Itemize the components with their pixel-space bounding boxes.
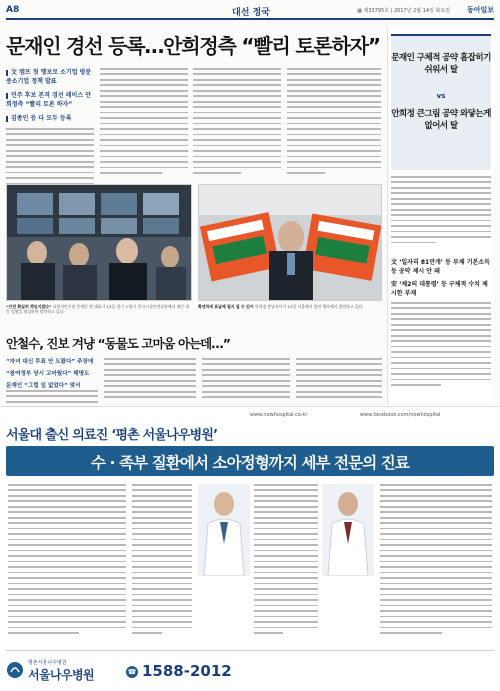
photo-ahn-hee-jung <box>198 184 382 301</box>
ad-title: 서울대 출신 의료진 ‘평촌 서울나우병원’ <box>6 428 218 443</box>
section-title: 대선 정국 <box>232 8 270 18</box>
ad-body-col-1 <box>8 484 126 644</box>
ad-banner <box>6 446 494 476</box>
middle-body-col-3 <box>202 358 290 404</box>
issue-date: ▦ 제33795호 | 2017년 2월 14일 화요일 <box>357 8 450 14</box>
photo-moon-caption-text: 더불어민주당 문재인 전 대표가 13일 경기 고양시 한국시설안전공단에서 재난 대응 상황을 점검하며 발언하고 있다. <box>6 304 190 315</box>
lead-subhead: 文 캠프 첫 행보로 소기업 방문 중소기업 정책 발표 <box>6 69 92 85</box>
subhead-bar <box>6 93 8 99</box>
subhead-bar <box>6 70 8 76</box>
subhead-bar <box>6 116 8 122</box>
lead-headline <box>6 30 380 62</box>
hospital-logo-subtext: 평촌서울나우병원 <box>28 660 67 666</box>
middle-body-col-1 <box>6 390 98 404</box>
middle-headline: 안철수, 진보 겨냥 “동물도 고마움 아는데…” <box>6 336 230 351</box>
sidebar-comparison-box <box>391 34 491 170</box>
sidebar-headline-2: 文 ‘일자리 81만개’ 등 부채 기본소득 등 공약 제시 안 돼 <box>391 259 490 275</box>
ad-doctor-photo-1 <box>198 484 250 576</box>
middle-body-col-4 <box>296 358 382 404</box>
phone-icon: ☎ <box>127 668 137 676</box>
lead-subhead: 김종인 등 다 모두 등록 <box>6 114 96 123</box>
middle-subhead: 문재인 “그럴 일 없었다” 맞서 <box>6 383 81 389</box>
photo-ahn-caption-text: 안희정 충남지사가 13일 서울에서 열린 행사에서 발언하고 있다. <box>254 304 364 309</box>
photo-ahn-caption-title: 확연하게 표날때 될지 될 수 있어 <box>198 304 254 309</box>
lead-body-col-2 <box>100 68 188 180</box>
ad-website-url[interactable]: www.nowhospital.co.kr <box>250 412 308 418</box>
photo-ahn-caption <box>198 304 382 328</box>
sidebar-body-2 <box>391 302 491 400</box>
middle-subhead: “자녀 대신 투표 안 도왔다” 주장에 <box>6 359 94 365</box>
ad-doctor-2-image <box>322 484 374 576</box>
masthead <box>6 4 494 20</box>
lead-subheads <box>6 68 96 128</box>
ad-body-col-4 <box>380 484 492 644</box>
sidebar-box-title-1: 문재인 구체적 공약 흠잡히기 쉬워서 탈 <box>391 53 491 75</box>
photo-moon-jae-in <box>6 184 192 301</box>
sidebar-box-title-2: 안희정 큰그림 공약 와닿는게 없어서 탈 <box>391 109 491 131</box>
lead-subhead: 민주 후보 본격 경선 레이스 안희정측 “빨리 토론 하자” <box>6 92 91 108</box>
ad-facebook-url[interactable]: www.facebook.com/nowhospital <box>360 412 441 418</box>
ad-doctor-photo-2 <box>322 484 374 576</box>
lead-headline-text: 문재인 경선 등록…안희정측 “빨리 토론하자” <box>6 34 380 58</box>
hospital-logo-icon <box>6 661 24 679</box>
ad-doctor-1-image <box>198 484 250 576</box>
lead-body-col-4 <box>287 68 381 180</box>
photo-moon-image <box>7 185 192 301</box>
ad-banner-text: 수 · 족부 질환에서 소아정형까지 세부 전문의 진료 <box>91 454 409 472</box>
paper-name: 동아일보 <box>466 6 494 14</box>
ad-footer <box>6 650 494 686</box>
middle-subhead: “참여정부 당시 고마웠다” 해명도 <box>6 371 90 377</box>
sidebar-body-1 <box>391 176 491 254</box>
ad-body-col-3 <box>254 484 318 644</box>
sidebar-headline-3: 安 ‘제2의 대통령’ 등 구체적 수치 제시한 부재 <box>391 281 488 297</box>
sidebar-vs: vs <box>436 92 446 100</box>
ad-body-col-2 <box>132 484 192 644</box>
photo-moon-caption-title: “안전 확실히 책임지겠다” <box>6 304 52 309</box>
middle-subheads <box>6 358 101 394</box>
photo-moon-caption <box>6 304 192 328</box>
middle-body-col-2 <box>104 358 196 404</box>
page-number: A8 <box>6 5 20 15</box>
lead-body-col-3 <box>193 68 281 180</box>
hospital-phone-number[interactable]: 1588-2012 <box>142 662 232 680</box>
hospital-logo-name: 서울나우병원 <box>28 668 94 682</box>
photo-ahn-image <box>199 185 382 301</box>
